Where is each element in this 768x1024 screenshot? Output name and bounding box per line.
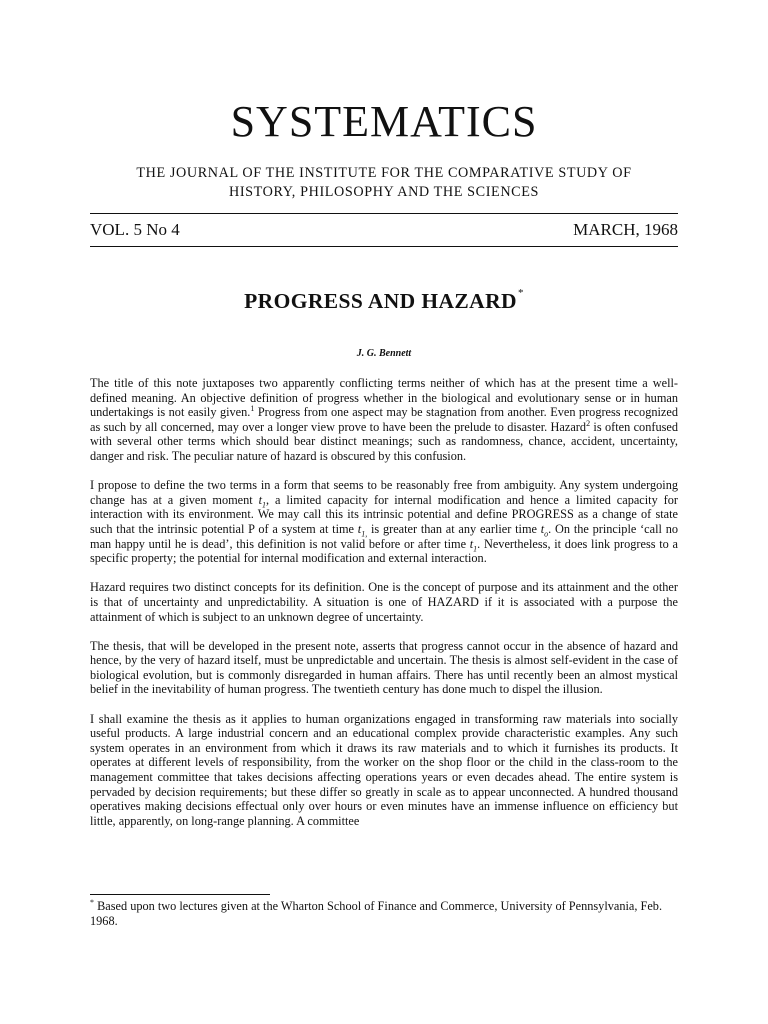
volume-number: VOL. 5 No 4 bbox=[90, 220, 180, 239]
author-byline: J. G. Bennett bbox=[356, 348, 412, 359]
paragraph-1-text: Progress from one aspect may be stagnation from another. Even progress recognized as such by all concerned, may over a longer view prove to have been the prelude to disaster. Hazard bbox=[90, 405, 678, 434]
footnote-ref-2: 2 bbox=[586, 418, 591, 428]
footnote-ref-1: 1 bbox=[250, 404, 255, 414]
time-subscript: o bbox=[544, 529, 549, 539]
footnote bbox=[90, 899, 678, 928]
time-subscript: 1 bbox=[473, 543, 478, 553]
footnote-divider bbox=[90, 894, 270, 895]
issue-date: MARCH, 1968 bbox=[573, 220, 678, 239]
article-title-footnote-mark: * bbox=[517, 286, 524, 299]
time-symbol: t bbox=[258, 492, 263, 507]
paragraph-3: Hazard requires two distinct concepts for its definition. One is the concept of purpose and its attainment and the other is that of uncertainty and unpredictability. A situation is one of HAZARD if it is associated with a purpose the attainment of which is subject to an unknown degree of uncertainty. bbox=[90, 580, 678, 624]
paragraph-2-text: is greater than at any earlier time bbox=[367, 521, 541, 536]
paragraph-2-text: I propose to define the two terms in a form that seems to be reasonably free from ambiguity. Any system undergoing change has at a given moment bbox=[90, 478, 678, 507]
time-subscript: 1 bbox=[262, 500, 267, 510]
article-title bbox=[0, 286, 768, 314]
paragraph-1-text: is often confused with several other terms which should bear distinct meanings; such as randomness, chance, accident, uncertainty, danger and risk. The peculiar nature of hazard is obscured by this confusion. bbox=[90, 419, 678, 463]
time-symbol: t bbox=[357, 521, 362, 536]
journal-subtitle bbox=[90, 164, 678, 202]
footnote-text: Based upon two lectures given at the Wharton School of Finance and Commerce, University of Pennsylvania, Feb. 1968. bbox=[90, 899, 663, 928]
journal-subtitle-line-1: THE JOURNAL OF THE INSTITUTE FOR THE COMPARATIVE STUDY OF bbox=[136, 165, 632, 181]
paragraph-2-text: , a limited capacity for internal modification and hence a limited capacity for interaction with its environment. We may call this its intrinsic potential and define PROGRESS as a change of state such that the intrinsic potential P of a system at time bbox=[90, 492, 678, 536]
article-body bbox=[90, 376, 678, 843]
paragraph-4: The thesis, that will be developed in the present note, asserts that progress cannot occur in the absence of hazard and hence, by the very of hazard itself, must be unpredictable and uncertain. The thesis is almost self-evident in the case of biological evolution, but is commonly disregarded in human affairs. There has until recently been an almost mystical belief in the inevitability of human progress. The twentieth century has done much to dispel the illusion. bbox=[90, 638, 678, 697]
paragraph-2-text: . Nevertheless, it does link progress to a specific property; the potential for internal modification and external interaction. bbox=[90, 536, 678, 566]
footnote-mark: * bbox=[90, 897, 94, 907]
article-title-text: PROGRESS AND HAZARD bbox=[244, 289, 517, 313]
journal-subtitle-line-2: HISTORY, PHILOSOPHY AND THE SCIENCES bbox=[229, 184, 539, 200]
paragraph-1 bbox=[90, 376, 678, 464]
issue-bar bbox=[90, 213, 678, 247]
paragraph-2 bbox=[90, 478, 678, 566]
paragraph-2-text: . On the principle ‘call no man happy until he is dead’, this definition is not valid before or after time bbox=[90, 521, 678, 551]
paragraph-5: I shall examine the thesis as it applies to human organizations engaged in transforming raw materials into socially useful products. A large industrial concern and an educational complex provide characteristic examples. Any such system operates in an environment from which it draws its raw materials and to which it furnishes its products. It operates at different levels of responsibility, from the worker on the shop floor or the child in the class-room to the management committee that takes decisions affecting operations years or even decades ahead. The entire system is pervaded by decision requirements; but these differ so greatly in scale as to appear unconnected. A hundred thousand operatives making decisions effectual only over hours or even minutes have an immense influence on efficiency but little, apparently, on long-range planning. A committee bbox=[90, 711, 678, 828]
journal-title: SYSTEMATICS bbox=[230, 97, 538, 146]
paragraph-1-text: The title of this note juxtaposes two apparently conflicting terms neither of which has at the present time a well-defined meaning. An objective definition of progress whether in the biological and evolutionary sense or in human undertakings is not easily given. bbox=[90, 376, 678, 420]
time-symbol: t bbox=[469, 536, 474, 551]
time-symbol: t bbox=[540, 521, 545, 536]
time-subscript: 1, bbox=[361, 529, 368, 539]
